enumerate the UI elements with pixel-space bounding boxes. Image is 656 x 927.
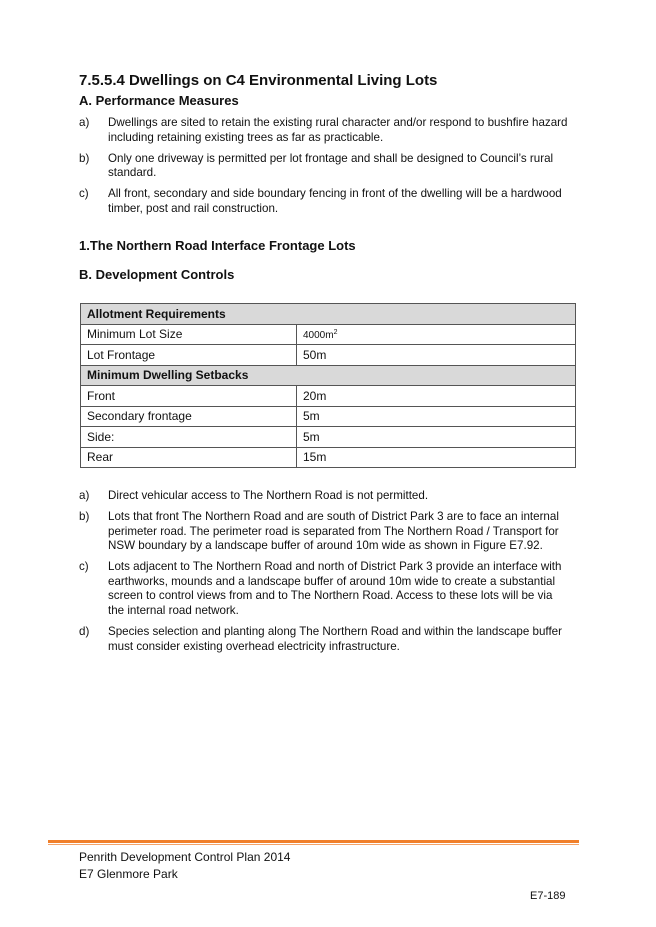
lot-frontage-label: Lot Frontage (81, 345, 297, 366)
table-row (81, 427, 576, 448)
table-row (81, 447, 576, 468)
lot-frontage-value: 50m (297, 345, 576, 366)
table-header-row (81, 365, 576, 386)
list-item (79, 560, 569, 618)
front-value: 20m (297, 386, 576, 407)
list-marker: b) (79, 509, 90, 523)
footer-document-title: Penrith Development Control Plan 2014 (79, 850, 291, 864)
list-item (79, 625, 569, 654)
footer-section-name: E7 Glenmore Park (79, 867, 178, 881)
list-marker: a) (79, 489, 90, 502)
list-text: Lots that front The Northern Road and are south of District Park 3 are to face an internal perimeter road. The perimeter road is separated from The Northern Road / Transport for NSW boundary by a landscape buffer of around 10m wide as shown in Figure E7.92. (108, 509, 559, 553)
list-marker: d) (79, 624, 90, 638)
requirements-table (80, 303, 576, 468)
min-lot-size-number: 4000m (303, 330, 334, 342)
development-controls-title: B. Development Controls (79, 267, 235, 282)
secondary-frontage-value: 5m (297, 406, 576, 427)
min-lot-size-value (297, 324, 576, 345)
side-label: Side: (81, 427, 297, 448)
list-text: Dwellings are sited to retain the existing rural character and/or respond to bushfire hazard including retaining existing trees as far as practicable. (108, 116, 568, 144)
list-item (79, 152, 569, 181)
rear-value: 15m (297, 447, 576, 468)
list-marker: b) (79, 151, 90, 165)
list-text: Lots adjacent to The Northern Road and north of District Park 3 provide an interface with earthworks, mounds and a landscape buffer of around 10m wide to create a substantial screen to control views from and to The Northern Road. Access to these lots will be via the internal road network. (108, 560, 562, 617)
performance-measures-title: A. Performance Measures (79, 93, 239, 108)
footer-divider (48, 840, 579, 843)
list-marker: c) (79, 187, 89, 201)
table-row (81, 345, 576, 366)
min-lot-size-label: Minimum Lot Size (81, 324, 297, 345)
interface-lots-title: 1.The Northern Road Interface Frontage Lots (79, 238, 356, 253)
table-row (81, 406, 576, 427)
front-label: Front (81, 386, 297, 407)
footer-divider-shadow (48, 844, 579, 845)
allotment-requirements-header: Allotment Requirements (81, 304, 576, 325)
list-text: Species selection and planting along The Northern Road and within the landscape buffer must consider existing overhead electricity infrastructure. (108, 624, 562, 653)
side-value: 5m (297, 427, 576, 448)
list-marker: c) (79, 560, 89, 574)
list-text: Only one driveway is permitted per lot frontage and shall be designed to Council’s rural standard. (108, 151, 554, 180)
page-number: E7-189 (530, 890, 566, 902)
setbacks-header: Minimum Dwelling Setbacks (81, 365, 576, 386)
performance-measures-list (79, 116, 569, 223)
section-heading: 7.5.5.4 Dwellings on C4 Environmental Living Lots (79, 72, 438, 89)
table-row (81, 386, 576, 407)
rear-label: Rear (81, 447, 297, 468)
table-header-row (81, 304, 576, 325)
min-lot-size-superscript: 2 (333, 329, 338, 337)
list-item (79, 116, 569, 145)
footer (79, 849, 290, 883)
list-item (79, 510, 569, 554)
list-item (79, 187, 569, 216)
list-text: Direct vehicular access to The Northern Road is not permitted. (108, 489, 429, 502)
list-text: All front, secondary and side boundary fencing in front of the dwelling will be a hardwood timber, post and rail construction. (108, 187, 562, 215)
development-controls-list (79, 489, 569, 661)
table-row (81, 324, 576, 345)
list-marker: a) (79, 116, 90, 129)
list-item (79, 489, 569, 504)
secondary-frontage-label: Secondary frontage (81, 406, 297, 427)
